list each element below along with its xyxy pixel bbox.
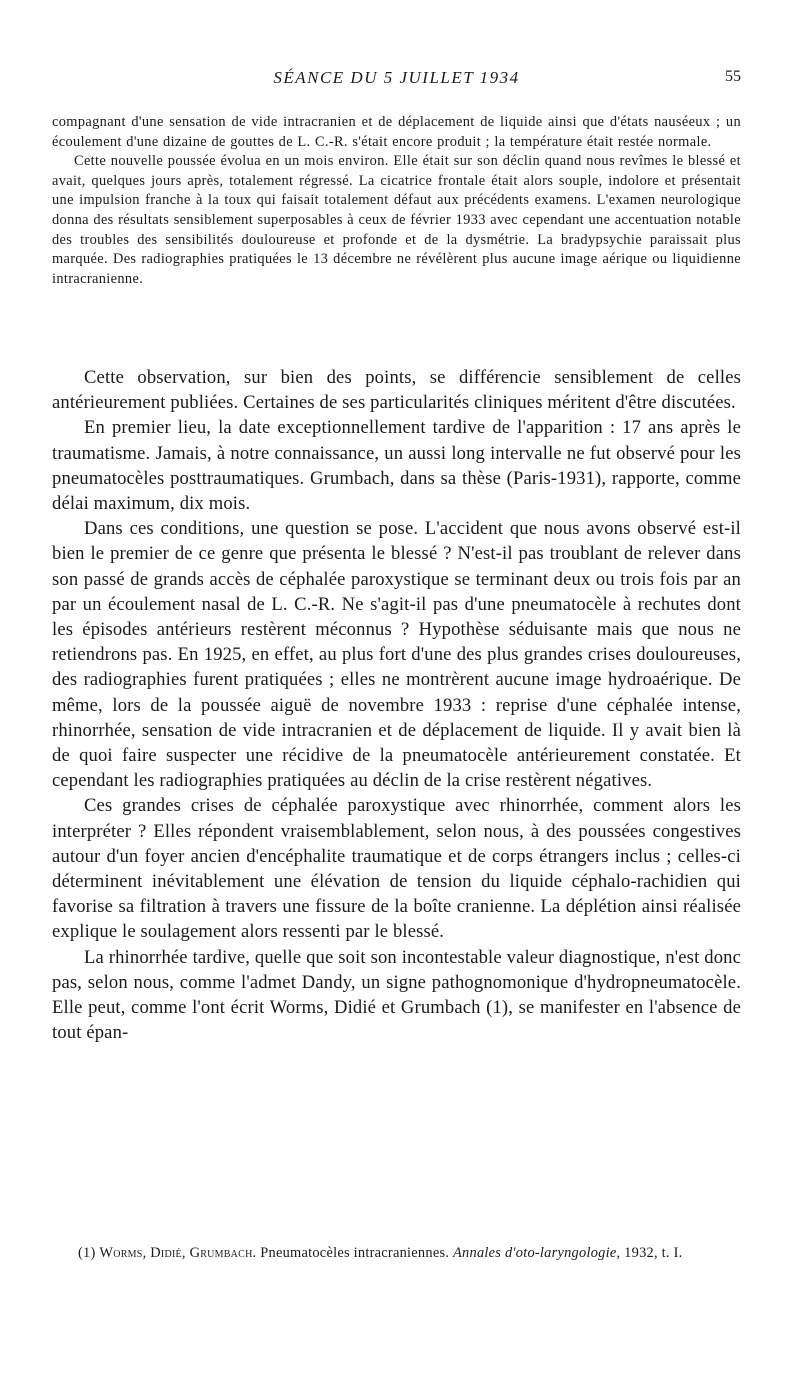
body-paragraph-4: Ces grandes crises de céphalée paroxystique avec rhinorrhée, comment alors les interpréter ? Elles répondent vraisemblablement, selon nous, à des poussées congestives autour d'un foyer ancien d'encéphalite traumatique et de corps étrangers inclus ; celles-ci déterminent inévitablement une élévation de tension du liquide céphalo-rachidien qui favorise sa filtration à travers une fissure de la boîte cranienne. La déplétion ainsi réalisée explique le soulagement alors ressenti par le blessé.: [52, 795, 741, 943]
body-paragraph-1: Cette observation, sur bien des points, se différencie sensiblement de celles antérieurement publiées. Certaines de ses particularités cliniques méritent d'être discutées.: [52, 367, 741, 414]
page-number: 55: [725, 68, 741, 85]
footnote-authors: Worms, Didié, Grumbach.: [99, 1245, 257, 1261]
observation-text: [52, 113, 741, 289]
running-title: SÉANCE DU 5 JUILLET 1934: [273, 68, 520, 87]
footnote-journal: Annales d'oto-laryngologie: [453, 1245, 617, 1261]
body-paragraph-3: Dans ces conditions, une question se pose. L'accident que nous avons observé est-il bien le premier de ce genre que présenta le blessé ? N'est-il pas troublant de relever dans son passé de grands accès de céphalée paroxystique se terminant deux ou trois fois par an par un écoulement nasal de L. C.-R. Ne s'agit-il pas d'une pneumatocèle à rechutes dont les épisodes antérieurs restèrent méconnus ? Hypothèse séduisante mais que nous ne retiendrons pas. En 1925, en effet, au plus fort d'une des plus grandes crises douloureuses, des radiographies furent pratiquées ; elles ne montrèrent aucune image hydroaérique. De même, lors de la poussée aiguë de novembre 1933 : reprise d'une céphalée intense, rhinorrhée, sensation de vide intracranien et de déplacement de liquide. Il y avait bien là de quoi faire suspecter une récidive de la pneumatocèle antérieurement constatée. Et cependant les radiographies pratiquées au déclin de la crise restèrent négatives.: [52, 518, 741, 792]
body-paragraph-2: En premier lieu, la date exceptionnellement tardive de l'apparition : 17 ans après le traumatisme. Jamais, à notre connaissance, un aussi long intervalle ne fut observé pour les pneumatocèles posttraumatiques. Grumbach, dans sa thèse (Paris-1931), rapporte, comme délai maximum, dix mois.: [52, 417, 741, 515]
footnote-marker: (1): [78, 1245, 100, 1261]
discussion-text: [52, 365, 741, 1045]
footnote: [52, 1244, 741, 1262]
observation-paragraph-1: compagnant d'une sensation de vide intracranien et de déplacement de liquide ainsi que d'états nauséeux ; un écoulement d'une dizaine de gouttes de L. C.-R. s'était encore produit ; la température était restée normale.: [52, 114, 741, 150]
footnote-tail: , 1932, t. I.: [616, 1245, 683, 1261]
footnote-title: Pneumatocèles intracraniennes.: [256, 1245, 454, 1261]
body-paragraph-5: La rhinorrhée tardive, quelle que soit son incontestable valeur diagnostique, n'est donc pas, selon nous, comme l'admet Dandy, un signe pathognomonique d'hydropneumatocèle. Elle peut, comme l'ont écrit Worms, Didié et Grumbach (1), se manifester en l'absence de tout épan-: [52, 946, 741, 1044]
observation-paragraph-2: Cette nouvelle poussée évolua en un mois environ. Elle était sur son déclin quand nous revîmes le blessé et avait, quelques jours après, totalement régressé. La cicatrice frontale était alors souple, indolore et présentait une impulsion franche à la toux qui faisait totalement défaut aux précédents examens. L'examen neurologique donna des résultats sensiblement superposables à ceux de février 1933 avec cependant une accentuation notable des troubles des sensibilités douloureuse et profonde et de la dysmétrie. La bradypsychie paraissait plus marquée. Des radiographies pratiquées le 13 décembre ne révélèrent plus aucune image aérique ou liquidienne intracranienne.: [52, 153, 741, 287]
running-head: [52, 68, 741, 94]
